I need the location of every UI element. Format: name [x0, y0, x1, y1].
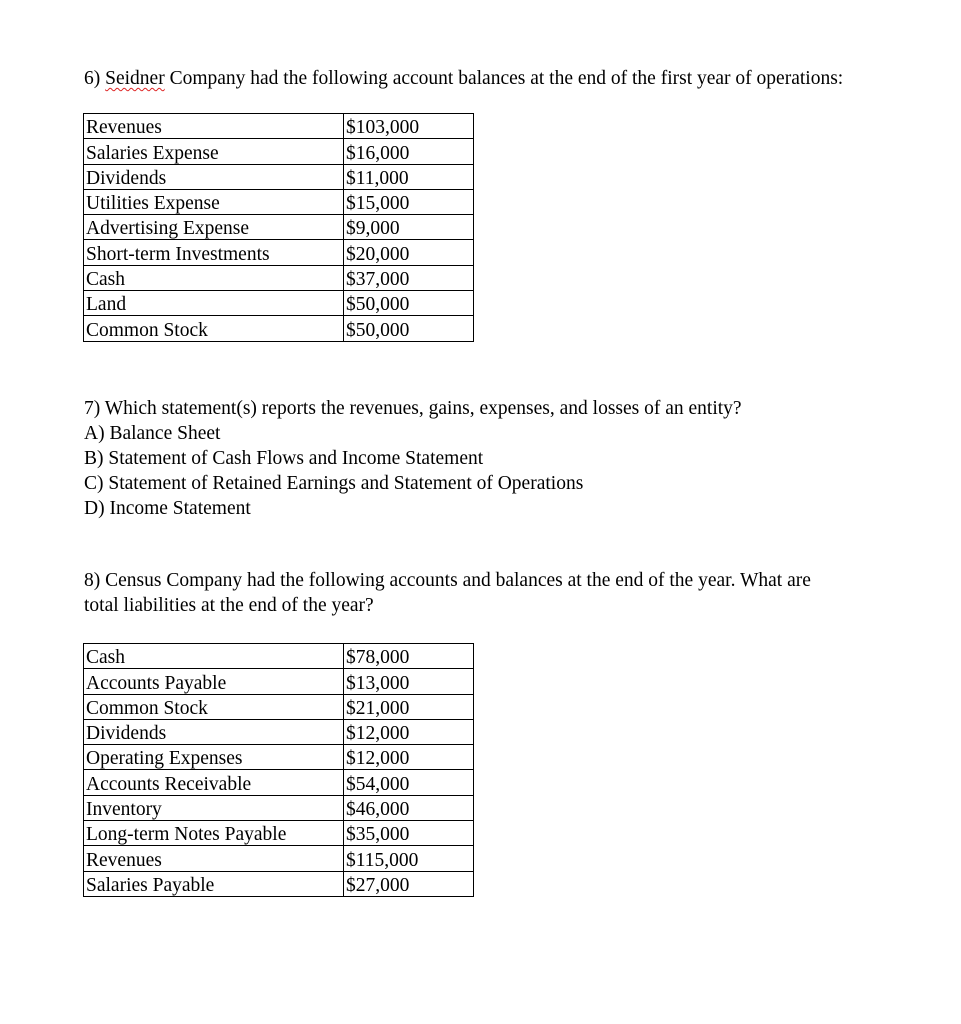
q7-option-d: D) Income Statement [84, 498, 251, 519]
q6-balances-table [83, 113, 474, 342]
table-row [84, 240, 474, 265]
table-row [84, 644, 474, 669]
table-row [84, 669, 474, 694]
table-row [84, 871, 474, 896]
table-row [84, 316, 474, 341]
account-amount: $54,000 [344, 770, 474, 795]
table-row [84, 215, 474, 240]
account-name: Inventory [84, 795, 344, 820]
table-row [84, 189, 474, 214]
table-row [84, 846, 474, 871]
table-row [84, 164, 474, 189]
account-name: Long-term Notes Payable [84, 821, 344, 846]
account-amount: $11,000 [344, 164, 474, 189]
question-8-line2: total liabilities at the end of the year? [84, 595, 374, 616]
account-name: Cash [84, 265, 344, 290]
question-8-line1: 8) Census Company had the following accounts and balances at the end of the year. What are [84, 570, 811, 591]
account-name: Common Stock [84, 316, 344, 341]
account-name: Salaries Expense [84, 139, 344, 164]
account-name: Operating Expenses [84, 745, 344, 770]
account-name: Cash [84, 644, 344, 669]
q8-balances-table [83, 643, 474, 897]
account-name: Revenues [84, 114, 344, 139]
table-row [84, 291, 474, 316]
account-amount: $50,000 [344, 316, 474, 341]
misspelled-word[interactable]: Seidner [105, 68, 165, 89]
q6-number: 6) [84, 68, 106, 89]
account-name: Short-term Investments [84, 240, 344, 265]
account-amount: $12,000 [344, 719, 474, 744]
account-amount: $78,000 [344, 644, 474, 669]
q7-option-a: A) Balance Sheet [84, 423, 221, 444]
account-name: Accounts Payable [84, 669, 344, 694]
account-amount: $50,000 [344, 291, 474, 316]
account-name: Common Stock [84, 694, 344, 719]
q6-rest: Company had the following account balances at the end of the first year of operations: [164, 68, 844, 89]
table-row [84, 694, 474, 719]
table-row [84, 265, 474, 290]
account-amount: $13,000 [344, 669, 474, 694]
table-row [84, 114, 474, 139]
table-row [84, 745, 474, 770]
account-name: Advertising Expense [84, 215, 344, 240]
table-row [84, 795, 474, 820]
table-row [84, 821, 474, 846]
q7-option-b: B) Statement of Cash Flows and Income Statement [84, 448, 484, 469]
account-amount: $20,000 [344, 240, 474, 265]
account-amount: $15,000 [344, 189, 474, 214]
account-name: Dividends [84, 164, 344, 189]
q7-option-c: C) Statement of Retained Earnings and Statement of Operations [84, 473, 584, 494]
account-amount: $16,000 [344, 139, 474, 164]
account-name: Utilities Expense [84, 189, 344, 214]
account-name: Land [84, 291, 344, 316]
account-name: Accounts Receivable [84, 770, 344, 795]
account-amount: $103,000 [344, 114, 474, 139]
question-7-text: 7) Which statement(s) reports the revenues, gains, expenses, and losses of an entity? [84, 398, 742, 419]
account-amount: $12,000 [344, 745, 474, 770]
account-name: Salaries Payable [84, 871, 344, 896]
account-amount: $35,000 [344, 821, 474, 846]
account-name: Dividends [84, 719, 344, 744]
table-row [84, 770, 474, 795]
account-amount: $46,000 [344, 795, 474, 820]
account-amount: $21,000 [344, 694, 474, 719]
account-amount: $9,000 [344, 215, 474, 240]
question-6-text [84, 66, 843, 91]
account-amount: $37,000 [344, 265, 474, 290]
account-name: Revenues [84, 846, 344, 871]
account-amount: $27,000 [344, 871, 474, 896]
table-row [84, 139, 474, 164]
table-row [84, 719, 474, 744]
account-amount: $115,000 [344, 846, 474, 871]
